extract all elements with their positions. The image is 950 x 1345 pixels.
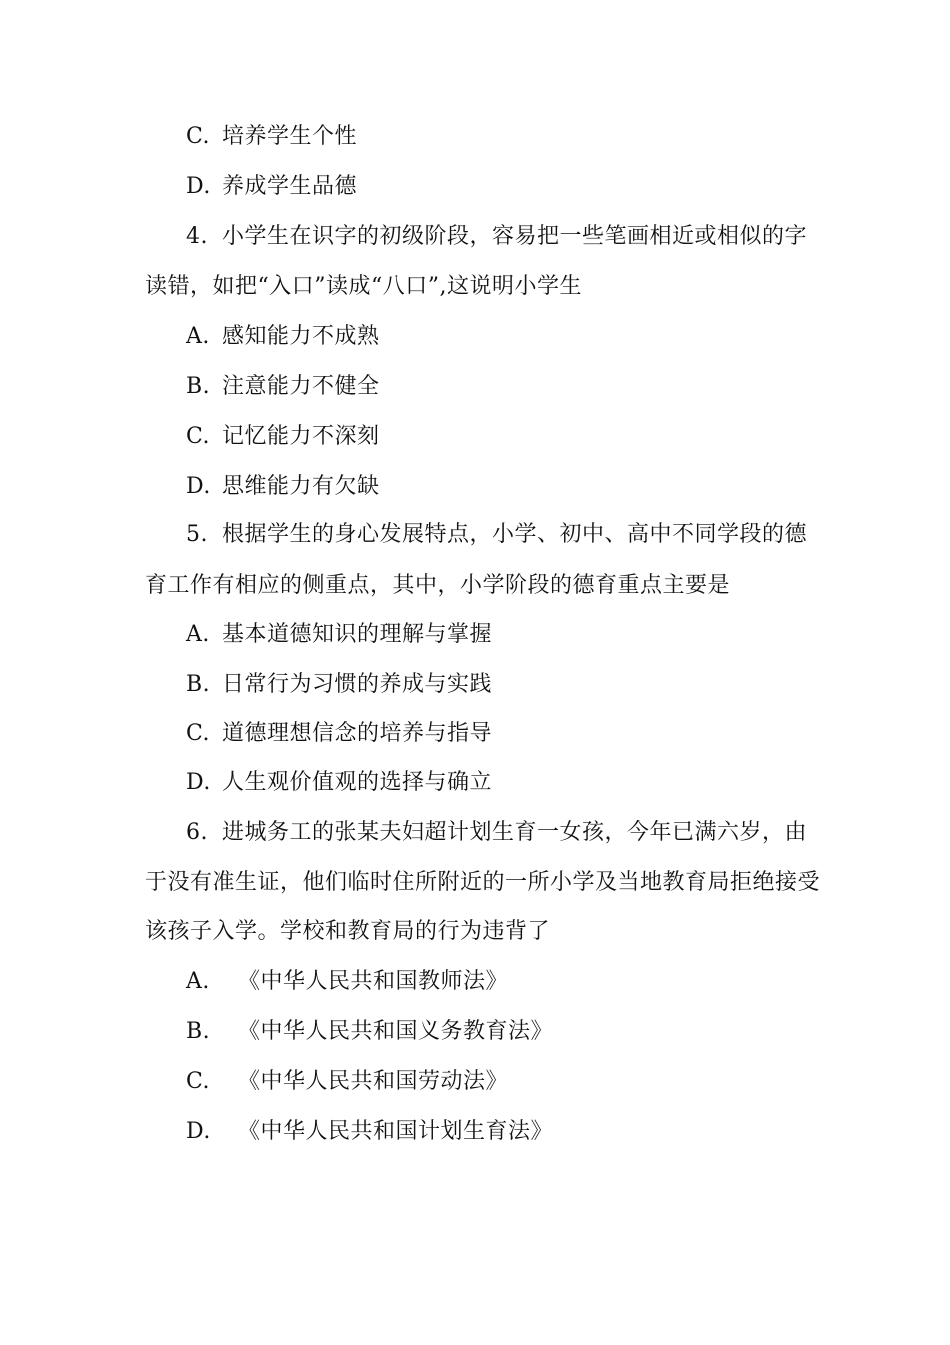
q6-option-c	[186, 1067, 508, 1097]
q4-option-b	[186, 372, 380, 402]
option-text: 《中华人民共和国义务教育法》	[238, 1019, 554, 1044]
q3-option-d	[186, 172, 357, 202]
option-letter: B.	[186, 374, 211, 399]
option-text: 日常行为习惯的养成与实践	[222, 672, 493, 697]
question-text: 读错，如把“入口”读成“八口”,这说明小学生	[145, 274, 582, 299]
question-text: 根据学生的身心发展特点，小学、初中、高中不同学段的德	[222, 522, 808, 547]
option-letter: A.	[186, 324, 210, 349]
question-text: 育工作有相应的侧重点，其中，小学阶段的德育重点主要是	[145, 573, 731, 598]
question-text: 进城务工的张某夫妇超计划生育一女孩，今年已满六岁，由	[222, 820, 808, 845]
q6-option-b	[186, 1017, 553, 1047]
option-letter: C.	[186, 1069, 211, 1094]
q6-option-a	[186, 967, 508, 997]
option-letter: D.	[186, 174, 211, 199]
option-letter: D.	[186, 474, 211, 499]
option-text: 《中华人民共和国教师法》	[238, 969, 509, 994]
q5-option-c	[186, 719, 492, 749]
question-number: 5.	[186, 522, 208, 547]
option-text: 记忆能力不深刻	[222, 424, 380, 449]
question-text: 于没有准生证，他们临时住所附近的一所小学及当地教育局拒绝接受	[145, 870, 821, 895]
q6-stem-line-1	[186, 818, 807, 848]
question-number: 4.	[186, 224, 208, 249]
option-text: 注意能力不健全	[222, 374, 380, 399]
option-letter: A.	[186, 622, 210, 647]
option-text: 《中华人民共和国计划生育法》	[238, 1119, 554, 1144]
option-letter: C.	[186, 424, 211, 449]
q6-stem-line-3	[145, 917, 550, 947]
q5-option-d	[186, 768, 492, 798]
option-text: 道德理想信念的培养与指导	[222, 721, 493, 746]
option-letter: D.	[186, 770, 211, 795]
q5-stem-line-1	[186, 520, 807, 550]
q5-option-a	[186, 620, 492, 650]
option-letter: D.	[186, 1119, 211, 1144]
question-text: 该孩子入学。学校和教育局的行为违背了	[145, 919, 551, 944]
q4-option-a	[186, 322, 380, 352]
option-letter: C.	[186, 124, 211, 149]
q5-option-b	[186, 670, 492, 700]
q4-option-c	[186, 422, 380, 452]
option-text: 感知能力不成熟	[222, 324, 380, 349]
option-text: 基本道德知识的理解与掌握	[222, 622, 493, 647]
option-text: 养成学生品德	[222, 174, 358, 199]
q3-option-c	[186, 122, 357, 152]
q4-stem-line-1	[186, 222, 807, 252]
q6-stem-line-2	[145, 868, 820, 898]
q4-option-d	[186, 472, 380, 502]
question-text: 小学生在识字的初级阶段，容易把一些笔画相近或相似的字	[222, 224, 808, 249]
option-text: 人生观价值观的选择与确立	[222, 770, 493, 795]
q5-stem-line-2	[145, 571, 730, 601]
option-letter: C.	[186, 721, 211, 746]
option-letter: B.	[186, 672, 211, 697]
q4-stem-line-2	[145, 272, 582, 302]
option-text: 培养学生个性	[222, 124, 358, 149]
option-text: 思维能力有欠缺	[222, 474, 380, 499]
question-number: 6.	[186, 820, 208, 845]
q6-option-d	[186, 1117, 553, 1147]
option-letter: A.	[186, 969, 210, 994]
option-text: 《中华人民共和国劳动法》	[238, 1069, 509, 1094]
option-letter: B.	[186, 1019, 211, 1044]
